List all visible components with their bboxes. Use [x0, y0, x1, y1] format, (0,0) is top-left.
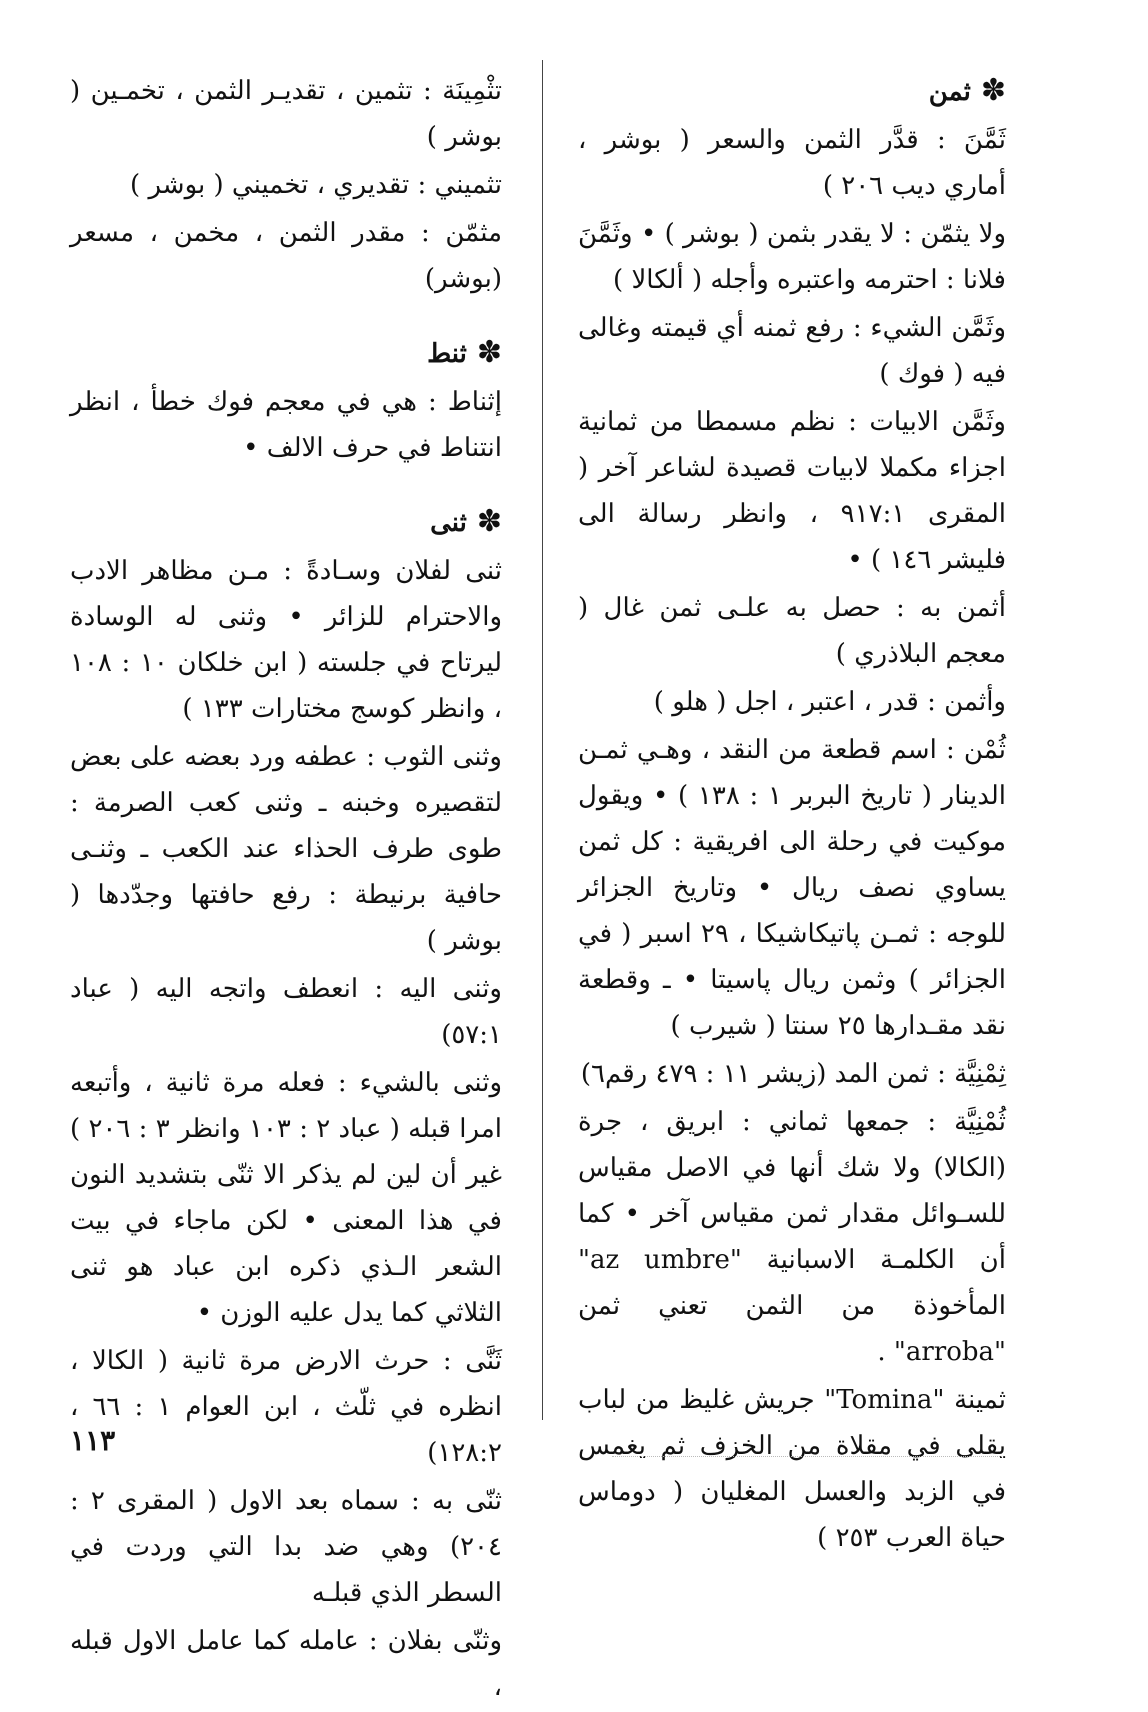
asterisk-icon: ✽: [476, 335, 502, 370]
entry-paragraph: تثْمِينَة : تثمين ، تقديـر الثمن ، تخمـين ( بوشر ): [70, 76, 502, 152]
entry-paragraph: وثنى الثوب : عطفه ورد بعضه على بعض لتقصيره وخبنه ـ وثنى كعب الصرمة : طوى طرف الحذاء عند الكعب ـ وثنـى حافية برنيطة : رفع حافتها وجدّدها ( بوشر ): [70, 742, 502, 956]
entry-paragraph: إثناط : هي في معجم فوك خطأ ، انظر انتناط في حرف الالف •: [70, 387, 502, 463]
entry-heading-thny: ✽ثنى: [430, 504, 502, 539]
entry-heading-thmn: ✽ثمن: [928, 73, 1006, 108]
entry-paragraph: وثنى اليه : انعطف واتجه اليه ( عباد ٥٧:١): [70, 974, 502, 1050]
page-number: ١١٣: [70, 1424, 116, 1457]
entry-paragraph: مثمّن : مقدر الثمن ، مخمن ، مسعر (بوشر): [70, 218, 502, 294]
entry-paragraph: ثَنَّى : حرث الارض مرة ثانية ( الكالا ، انظره في ثلّث ، ابن العوام ١ : ٦٦ ، ١٢٨:٢): [70, 1346, 503, 1468]
entry-paragraph: ثمينة "Tomina" جريش غليظ من لباب يقلى في مقلاة من الخزف ثم يغمس في الزبد والعسل المغليان ( دوماس حياة العرب ٢٥٣ ): [578, 1385, 1007, 1553]
entry-paragraph: وأثمن : قدر ، اعتبر ، اجل ( هلو ): [653, 687, 1006, 717]
entry-paragraph: ثُمْن : اسم قطعة من النقد ، وهـي ثمـن الدينار ( تاريخ البربر ١ : ١٣٨ ) • ويقول موكيت في رحلة الى افريقية : كل ثمن يساوي نصف ريال • وتاريخ الجزائر للوجه : ثمـن پاتيكاشيكا ، ٢٩ اسبر ( في الجزائر ) وثمن ريال پاسيتا • ـ وقطعة نقد مقـدارها ٢٥ سنتا ( شيرب ): [578, 735, 1006, 1041]
entry-paragraph: ثنى لفلان وسـادةً : مـن مظاهر الادب والاحترام للزائر • وثنى له الوسادة ليرتاح في جلسته ( ابن خلكان ١٠ : ١٠٨ ، وانظر كوسج مختارات ١٣٣ ): [70, 556, 502, 724]
entry-paragraph: وثنى بالشيء : فعله مرة ثانية ، وأتبعه امرا قبله ( عباد ٢ : ١٠٣ وانظر ٣ : ٢٠٦ ) غير أن لين لم يذكر الا ثنّى بتشديد النون في هذا المعنى • لكن ماجاء في بيت الشعر الـذي ذكره ابن عباد هو ثنى الثلاثي كما يدل عليه الوزن •: [70, 1068, 503, 1328]
entry-paragraph: أثمن به : حصل به علـى ثمن غال ( معجم البلاذري ): [578, 593, 1006, 669]
column-divider: [542, 60, 543, 1420]
entry-paragraph: ثنّى به : سماه بعد الاول ( المقرى ٢ : ٢٠٤) وهي ضد بدا التي وردت في السطر الذي قبلـه: [70, 1486, 502, 1608]
entry-paragraph: وثنّى بفلان : عامله كما عامل الاول قبله ،: [70, 1626, 502, 1702]
entry-paragraph: وثَمَّن الابيات : نظم مسمطا من ثمانية اجزاء مكملا لابيات قصيدة لشاعر آخر ( المقرى ٩١٧:١ ، وانظر رسالة الى فليشر ١٤٦ ) •: [578, 407, 1006, 575]
asterisk-icon: ✽: [980, 73, 1006, 108]
entry-paragraph: ثُمْنِيَّة : جمعها ثماني : ابريق ، جرة (الكالا) ولا شك أنها في الاصل مقياس للسـوائل مقدار ثمن مقياس آخر • كما أن الكلمـة الاسبانية "az umbre" المأخوذة من الثمن تعني ثمن "arroba" .: [578, 1107, 1006, 1367]
left-column: [70, 68, 502, 1712]
entry-paragraph: ولا يثمّن : لا يقدر بثمن ( بوشر ) • وثَمَّنَ فلانا : احترمه واعتبره وأجله ( ألكالا ): [578, 219, 1006, 295]
entry-paragraph: تثميني : تقديري ، تخميني ( بوشر ): [130, 170, 502, 200]
asterisk-icon: ✽: [476, 504, 502, 539]
entry-paragraph: ثَمَّنَ : قدَّر الثمن والسعر ( بوشر ، أماري ديب ٢٠٦ ): [578, 125, 1006, 201]
entry-heading-thnt: ✽ثنط: [427, 335, 502, 370]
entry-paragraph: وثَمَّن الشيء : رفع ثمنه أي قيمته وغالى فيه ( فوك ): [578, 313, 1006, 389]
right-column: [578, 68, 1006, 1563]
entry-paragraph: ثِمْنِيَّة : ثمن المد (زيشر ١١ : ٤٧٩ رقم٦): [580, 1059, 1006, 1089]
scan-artifact-dots: [612, 1456, 1002, 1457]
